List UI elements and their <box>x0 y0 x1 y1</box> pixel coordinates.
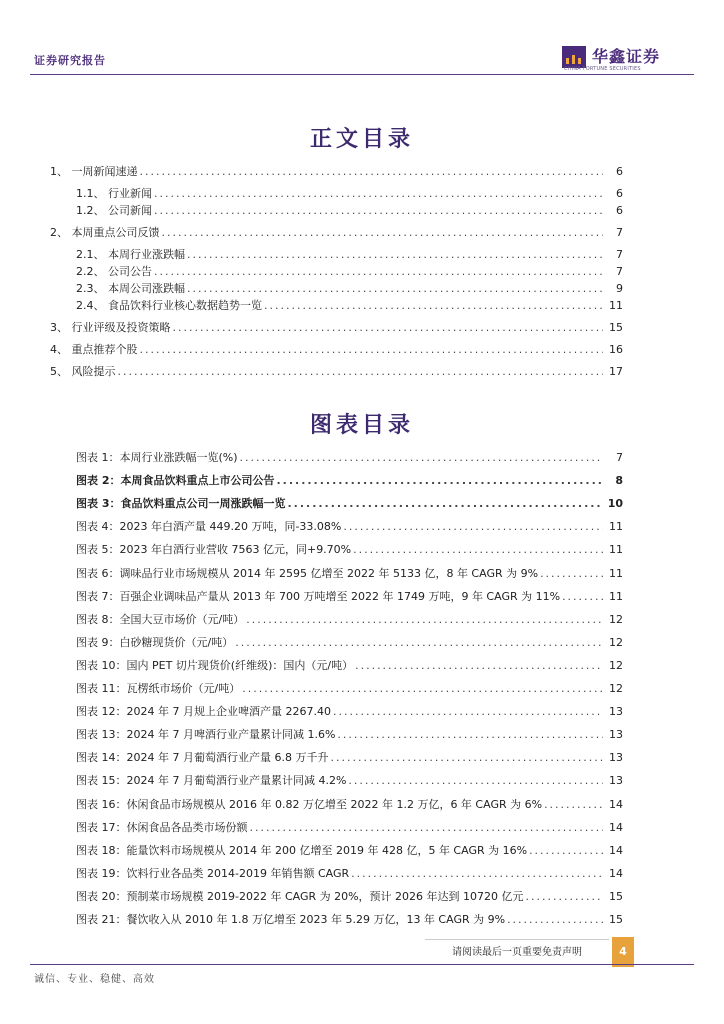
contents-entry-page: 6 <box>616 165 623 178</box>
figure-entry-label: 图表 9：白砂糖现货价（元/吨） <box>76 636 234 649</box>
contents-entry[interactable] <box>76 280 623 294</box>
leader-dots <box>526 890 603 903</box>
disclaimer-note: 请阅读最后一页重要免责声明 <box>425 939 609 966</box>
contents-entry[interactable] <box>76 202 623 216</box>
contents-entry-label: 3、 行业评级及投资策略 <box>50 321 171 334</box>
leader-dots <box>330 751 603 764</box>
figure-entry-label: 图表 2：本周食品饮料重点上市公司公告 <box>76 474 275 487</box>
figure-entry-label: 图表 10：国内 PET 切片现货价(纤维级)：国内（元/吨） <box>76 659 354 672</box>
leader-dots <box>333 705 603 718</box>
figure-entry-page: 14 <box>609 844 623 857</box>
leader-dots <box>353 543 603 556</box>
contents-entry-label: 1.2、 公司新闻 <box>76 204 152 217</box>
figure-entry-page: 15 <box>609 913 623 926</box>
contents-entry[interactable] <box>76 297 623 311</box>
contents-entry-label: 4、 重点推荐个股 <box>50 343 138 356</box>
figure-entry[interactable] <box>76 680 623 694</box>
figure-entry[interactable] <box>76 611 623 625</box>
figure-entry-page: 14 <box>609 798 623 811</box>
leader-dots <box>187 248 603 261</box>
figure-entry-label: 图表 7：百强企业调味品产量从 2013 年 700 万吨增至 2022 年 1749 万吨，9 年 CAGR 为 11% <box>76 590 561 603</box>
figure-entry-label: 图表 17：休闲食品各品类市场份额 <box>76 821 248 834</box>
leader-dots <box>507 913 603 926</box>
contents-entry-label: 2.4、 食品饮料行业核心数据趋势一览 <box>76 299 262 312</box>
contents-entry[interactable] <box>50 341 623 355</box>
contents-entry-page: 6 <box>616 187 623 200</box>
logo-name-cn: 华鑫证券 <box>592 47 661 66</box>
leader-dots <box>154 187 603 200</box>
figure-entry-page: 11 <box>609 590 623 603</box>
contents-entry-page: 6 <box>616 204 623 217</box>
logo-mark-icon <box>562 46 586 68</box>
contents-entry-label: 2、 本周重点公司反馈 <box>50 226 160 239</box>
figure-entry[interactable] <box>76 518 623 532</box>
contents-entry-page: 15 <box>609 321 623 334</box>
leader-dots <box>540 567 603 580</box>
page-header <box>0 0 724 80</box>
leader-dots <box>337 728 603 741</box>
figure-entry-page: 14 <box>609 867 623 880</box>
figure-entry-page: 10 <box>607 497 623 510</box>
leader-dots <box>173 321 604 334</box>
figure-entry[interactable] <box>76 495 623 509</box>
leader-dots <box>264 299 603 312</box>
leader-dots <box>187 282 603 295</box>
figure-entry-page: 11 <box>609 543 623 556</box>
contents-entry-page: 7 <box>616 226 623 239</box>
leader-dots <box>240 451 603 464</box>
figure-entry-page: 12 <box>609 682 623 695</box>
contents-entry[interactable] <box>76 185 623 199</box>
leader-dots <box>235 636 603 649</box>
leader-dots <box>529 844 603 857</box>
figure-entry-label: 图表 8：全国大豆市场价（元/吨） <box>76 613 245 626</box>
leader-dots <box>250 821 604 834</box>
figure-entry-page: 13 <box>609 774 623 787</box>
contents-entry[interactable] <box>50 224 623 238</box>
leader-dots <box>140 165 604 178</box>
figure-entry[interactable] <box>76 449 623 463</box>
leader-dots <box>246 613 603 626</box>
figure-entry[interactable] <box>76 565 623 579</box>
figure-entry-page: 15 <box>609 890 623 903</box>
contents-entry-page: 16 <box>609 343 623 356</box>
leader-dots <box>351 867 603 880</box>
figure-entry-label: 图表 12：2024 年 7 月规上企业啤酒产量 2267.40 <box>76 705 331 718</box>
figure-entry[interactable] <box>76 911 623 925</box>
company-logo <box>562 44 702 72</box>
figure-entry-label: 图表 19：饮料行业各品类 2014-2019 年销售额 CAGR <box>76 867 350 880</box>
contents-entry-label: 2.2、 公司公告 <box>76 265 152 278</box>
figure-entry-label: 图表 11：瓦楞纸市场价（元/吨） <box>76 682 241 695</box>
leader-dots <box>154 265 603 278</box>
figure-entry-page: 11 <box>609 567 623 580</box>
figure-entry-label: 图表 6：调味品行业市场规模从 2014 年 2595 亿增至 2022 年 5133 亿，8 年 CAGR 为 9% <box>76 567 539 580</box>
leader-dots <box>343 520 603 533</box>
contents-entry-page: 11 <box>609 299 623 312</box>
figure-entry-page: 12 <box>609 636 623 649</box>
contents-entry[interactable] <box>50 363 623 377</box>
contents-entry[interactable] <box>50 163 623 177</box>
leader-dots <box>162 226 604 239</box>
contents-entry[interactable] <box>76 263 623 277</box>
figure-entry[interactable] <box>76 472 623 486</box>
figure-entry[interactable] <box>76 541 623 555</box>
figure-entry-label: 图表 15：2024 年 7 月葡萄酒行业产量累计同减 4.2% <box>76 774 347 787</box>
figure-entry-page: 13 <box>609 728 623 741</box>
leader-dots <box>562 590 603 603</box>
figure-entry[interactable] <box>76 749 623 763</box>
figure-entry-page: 11 <box>609 520 623 533</box>
figure-entry-label: 图表 20：预制菜市场规模 2019-2022 年 CAGR 为 20%，预计 2026 年达到 10720 亿元 <box>76 890 524 903</box>
contents-entry-label: 1.1、 行业新闻 <box>76 187 152 200</box>
figure-entry-label: 图表 3：食品饮料重点公司一周涨跌幅一览 <box>76 497 286 510</box>
figure-entry[interactable] <box>76 588 623 602</box>
contents-entry[interactable] <box>50 319 623 333</box>
figure-entry[interactable] <box>76 703 623 717</box>
figures-title: 图表目录 <box>309 412 414 438</box>
leader-dots <box>154 204 603 217</box>
contents-title: 正文目录 <box>309 126 414 152</box>
leader-dots <box>118 365 604 378</box>
contents-entry-label: 5、 风险提示 <box>50 365 116 378</box>
figure-entry[interactable] <box>76 772 623 786</box>
figure-entry[interactable] <box>76 842 623 856</box>
leader-dots <box>544 798 603 811</box>
figure-entry-label: 图表 4：2023 年白酒产量 449.20 万吨，同-33.08% <box>76 520 342 533</box>
figure-entry-label: 图表 14：2024 年 7 月葡萄酒行业产量 6.8 万千升 <box>76 751 329 764</box>
contents-entry-page: 7 <box>616 265 623 278</box>
figure-entry-page: 14 <box>609 821 623 834</box>
figure-entry[interactable] <box>76 726 623 740</box>
leader-dots <box>276 474 603 487</box>
contents-entry[interactable] <box>76 246 623 260</box>
leader-dots <box>348 774 603 787</box>
figure-entry[interactable] <box>76 865 623 879</box>
contents-entry-page: 7 <box>616 248 623 261</box>
contents-entry-page: 17 <box>609 365 623 378</box>
logo-name-en: CHINA FORTUNE SECURITIES <box>564 66 641 72</box>
figure-entry-label: 图表 1：本周行业涨跌幅一览(%) <box>76 451 238 464</box>
header-divider <box>30 74 694 75</box>
figure-entry-page: 12 <box>609 659 623 672</box>
footer-divider <box>30 964 694 965</box>
figure-entry-page: 8 <box>615 474 623 487</box>
figure-entry[interactable] <box>76 796 623 810</box>
figure-entry-label: 图表 5：2023 年白酒行业营收 7563 亿元，同+9.70% <box>76 543 352 556</box>
figure-entry[interactable] <box>76 888 623 902</box>
leader-dots <box>355 659 603 672</box>
contents-entry-label: 2.1、 本周行业涨跌幅 <box>76 248 185 261</box>
figure-entry-page: 7 <box>616 451 623 464</box>
figure-entry[interactable] <box>76 634 623 648</box>
figure-entry-page: 13 <box>609 751 623 764</box>
contents-entry-label: 2.3、 本周公司涨跌幅 <box>76 282 185 295</box>
contents-entry-page: 9 <box>616 282 623 295</box>
report-type-label: 证券研究报告 <box>34 54 106 67</box>
page-number: 4 <box>612 937 634 967</box>
figure-entry-page: 12 <box>609 613 623 626</box>
leader-dots <box>140 343 604 356</box>
figure-entry-page: 13 <box>609 705 623 718</box>
contents-entry-label: 1、 一周新闻速递 <box>50 165 138 178</box>
leader-dots <box>242 682 603 695</box>
figure-entry-label: 图表 16：休闲食品市场规模从 2016 年 0.82 万亿增至 2022 年 1.2 万亿，6 年 CAGR 为 6% <box>76 798 543 811</box>
figure-entry[interactable] <box>76 657 623 671</box>
figure-entry-label: 图表 18：能量饮料市场规模从 2014 年 200 亿增至 2019 年 428 亿，5 年 CAGR 为 16% <box>76 844 528 857</box>
company-slogan: 诚信、专业、稳健、高效 <box>34 974 155 985</box>
figure-entry-label: 图表 13：2024 年 7 月啤酒行业产量累计同减 1.6% <box>76 728 336 741</box>
leader-dots <box>287 497 601 510</box>
figure-entry[interactable] <box>76 819 623 833</box>
figure-entry-label: 图表 21：餐饮收入从 2010 年 1.8 万亿增至 2023 年 5.29 万亿，13 年 CAGR 为 9% <box>76 913 506 926</box>
